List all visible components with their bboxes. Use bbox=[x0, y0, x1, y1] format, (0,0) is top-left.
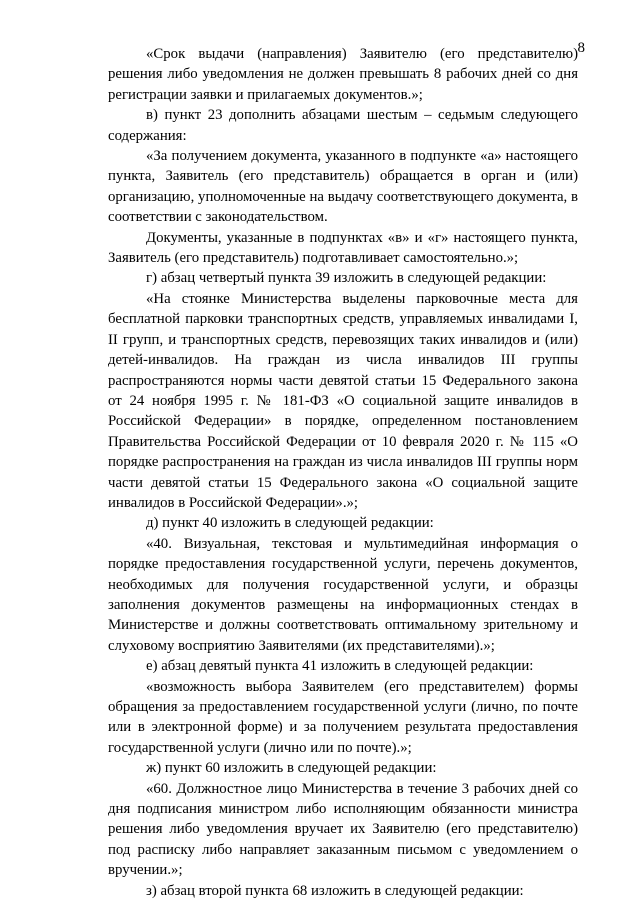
paragraph: в) пункт 23 дополнить абзацами шестым – седьмым следующего содержания: bbox=[108, 107, 578, 144]
paragraph: «60. Должностное лицо Министерства в течение 3 рабочих дней со дня подписания министром либо исполняющим обязанности министра решения либо уведомления вручает их Заявителю (его представителю) под расписку либо направляет заказанным письмом с уведомлением о вручении.»; bbox=[108, 780, 578, 879]
page-number: 8 bbox=[577, 40, 585, 56]
paragraph: ж) пункт 60 изложить в следующей редакции: bbox=[146, 760, 437, 777]
paragraph: «40. Визуальная, текстовая и мультимедийная информация о порядке предоставления государственной услуги, перечень документов, необходимых для получения государственной услуги, и образцы заполнения документов размещены на информационных стендах в Министерстве и должны соответствовать оптимальному зрительному и слуховому восприятию Заявителями (их представителями).»; bbox=[108, 535, 578, 654]
paragraph: «На стоянке Министерства выделены парковочные места для бесплатной парковки транспортных средств, управляемых инвалидами I, II групп, и транспортных средств, перевозящих таких инвалидов и (или) детей-инвалидов. На граждан из числа инвалидов III группы распространяются нормы части девятой статьи 15 Федерального закона от 24 ноября 1995 г. № 181-ФЗ «О социальной защите инвалидов в Российской Федерации» в порядке, определенном постановлением Правительства Российской Федерации от 10 февраля 2020 г. № 115 «О порядке распространения на граждан из числа инвалидов III группы норм части девятой статьи 15 Федерального закона «О социальной защите инвалидов в Российской Федерации».»; bbox=[108, 290, 578, 511]
paragraph: з) абзац второй пункта 68 изложить в следующей редакции: bbox=[146, 882, 524, 899]
paragraph: Документы, указанные в подпунктах «в» и «г» настоящего пункта, Заявитель (его представитель) подготавливает самостоятельно.»; bbox=[108, 229, 578, 267]
paragraph: г) абзац четвертый пункта 39 изложить в следующей редакции: bbox=[146, 270, 547, 287]
paragraph: «возможность выбора Заявителем (его представителем) формы обращения за предоставлением государственной услуги (лично, по почте или в электронной форме) и за получением результата предоставления государственной услуги (лично или по почте).»; bbox=[108, 678, 578, 756]
paragraph: «Срок выдачи (направления) Заявителю (его представителю) решения либо уведомления не должен превышать 8 рабочих дней со дня регистрации заявки и прилагаемых документов.»; bbox=[108, 46, 578, 103]
paragraph: «За получением документа, указанного в подпункте «а» настоящего пункта, Заявитель (его представитель) обращается в орган и (или) организацию, уполномоченные на выдачу соответствующего документа, в соответствии с законодательством. bbox=[108, 148, 578, 226]
paragraph: е) абзац девятый пункта 41 изложить в следующей редакции: bbox=[146, 658, 534, 675]
document-body bbox=[108, 44, 578, 901]
paragraph: д) пункт 40 изложить в следующей редакции: bbox=[146, 515, 434, 532]
